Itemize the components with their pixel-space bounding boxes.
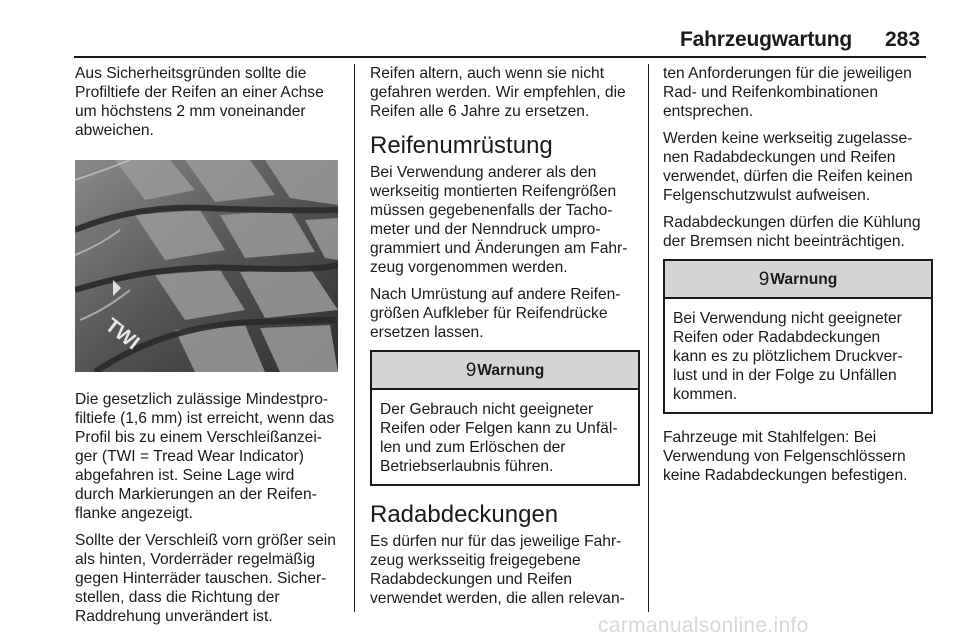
text-line: gefahren werden. Wir empfehlen, die [370,84,626,101]
text-line: ger (TWI = Tread Wear Indicator) [75,448,304,465]
text-line: Nach Umrüstung auf andere Reifen- [370,286,621,303]
text-line: filtiefe (1,6 mm) ist erreicht, wenn das [75,410,335,427]
text-line: meter und der Nenndruck umpro- [370,221,601,238]
text-line: Die gesetzlich zulässige Mindestpro- [75,391,329,408]
text-line: Profiltiefe der Reifen an einer Achse [75,84,324,101]
text-line: flanke angezeigt. [75,505,193,522]
column-3 [663,64,933,493]
text-line: Raddrehung unverändert ist. [75,608,273,625]
column-divider-right [648,64,649,612]
tire-tread-illustration [75,160,338,372]
warning-icon: 9 [465,359,477,381]
column-divider-left [354,64,355,612]
text-line: abgefahren ist. Seine Lage wird [75,467,295,484]
text-line: Reifen oder Radabdeckungen [673,329,881,346]
twi-label: TWI [100,314,144,355]
text-line: durch Markierungen an der Reifen- [75,486,317,503]
text-line: Bei Verwendung nicht geeigneter [673,310,902,327]
section-heading-wheel-covers: Radabdeckungen [370,501,559,528]
text-line: Sollte der Verschleiß vorn größer sein [75,532,336,549]
text-line: um höchstens 2 mm voneinander [75,103,306,120]
text-line: stellen, dass die Richtung der [75,589,280,606]
text-line: Reifen altern, auch wenn sie nicht [370,65,605,82]
label-replace-paragraph [370,285,640,342]
page-number: 283 [885,28,921,51]
tire-aging-paragraph [370,64,640,121]
text-line: entsprechen. [663,103,754,120]
wheel-cover-paragraph [370,532,640,608]
section-heading-tire-change: Reifenumrüstung [370,132,553,159]
text-line: kommen. [673,386,738,403]
warning-body [372,390,638,484]
text-line: lust und in der Folge zu Unfällen [673,367,897,384]
text-line: Fahrzeuge mit Stahlfelgen: Bei [663,429,877,446]
text-line: Felgenschutzwulst aufweisen. [663,187,871,204]
text-line: müssen gegebenenfalls der Tacho- [370,202,613,219]
text-line: zeug vorgenommen werden. [370,259,568,276]
warning-box [663,259,933,414]
header-rule [74,56,926,58]
tire-tread-image [75,160,338,372]
warning-box [370,350,640,486]
tread-depth-paragraph [75,390,345,523]
warning-body [665,299,931,412]
watermark: carmanualsonline.info [598,614,809,637]
text-line: Bei Verwendung anderer als den [370,164,597,181]
warning-header [372,352,638,390]
text-line: zeug werksseitig freigegebene [370,552,581,569]
text-line: größen Aufkleber für Reifendrücke [370,305,608,322]
unapproved-covers-paragraph [663,129,933,205]
intro-paragraph [75,64,345,140]
requirements-paragraph [663,64,933,121]
text-line: grammiert und Änderungen am Fahr- [370,240,628,257]
tire-change-paragraph [370,163,640,277]
text-line: als hinten, Vorderräder regelmäßig [75,551,316,568]
text-line: verwendet, dürfen die Reifen keinen [663,168,913,185]
text-line: Verwendung von Felgenschlössern [663,448,906,465]
text-line: Radabdeckungen dürfen die Kühlung [663,214,921,231]
column-2 [370,64,640,616]
wear-rotation-paragraph [75,531,345,626]
text-line: Rad- und Reifenkombinationen [663,84,878,101]
text-line: Radabdeckungen und Reifen [370,571,573,588]
warning-title: Warnung [477,361,545,379]
warning-icon: 9 [758,268,770,290]
brake-cooling-paragraph [663,213,933,251]
text-line: ten Anforderungen für die jeweiligen [663,65,912,82]
steel-rims-paragraph [663,428,933,485]
text-line: abweichen. [75,122,154,139]
text-line: Profil bis zu einem Verschleißanzei- [75,429,323,446]
text-line: Betriebserlaubnis führen. [380,458,554,475]
text-line: gegen Hinterräder tauschen. Sicher- [75,570,327,587]
text-line: der Bremsen nicht beeinträchtigen. [663,233,905,250]
column-1 [75,64,345,634]
text-line: werkseitig montierten Reifengrößen [370,183,617,200]
text-line: Der Gebrauch nicht geeigneter [380,401,594,418]
warning-header [665,261,931,299]
text-line: keine Radabdeckungen befestigen. [663,467,908,484]
text-line: Es dürfen nur für das jeweilige Fahr- [370,533,622,550]
text-line: Werden keine werkseitig zugelasse- [663,130,913,147]
text-line: verwendet werden, die allen relevan- [370,590,625,607]
text-line: ersetzen lassen. [370,324,484,341]
text-line: len und zum Erlöschen der [380,439,566,456]
text-line: Reifen oder Felgen kann zu Unfäl- [380,420,618,437]
text-line: nen Radabdeckungen und Reifen [663,149,896,166]
text-line: Aus Sicherheitsgründen sollte die [75,65,307,82]
text-line: Reifen alle 6 Jahre zu ersetzen. [370,103,590,120]
page-header-title: Fahrzeugwartung [680,28,853,51]
text-line: kann es zu plötzlichem Druckver- [673,348,903,365]
warning-title: Warnung [770,270,838,288]
